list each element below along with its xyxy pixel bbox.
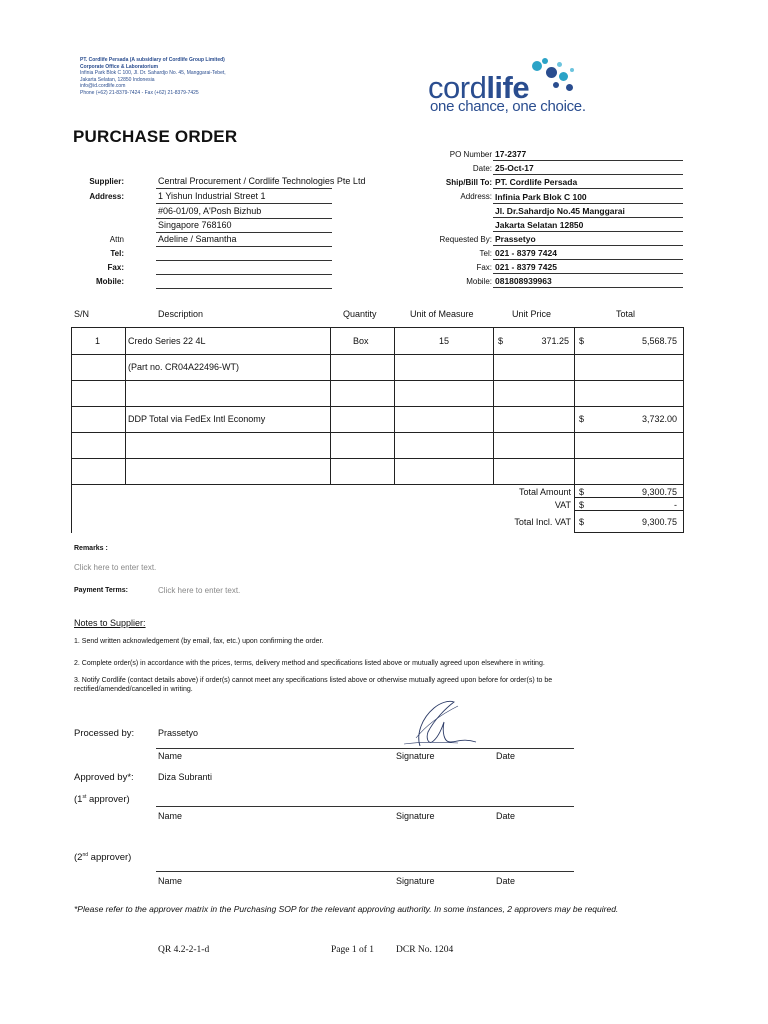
row-total: 5,568.75 <box>641 336 677 346</box>
approver-footnote: *Please refer to the approver matrix in the Purchasing SOP for the relevant approving authority. In some instances, 2 approvers may be required. <box>74 904 619 914</box>
signature-caption: Signature <box>396 876 435 886</box>
logo-dot <box>542 58 548 64</box>
po-number[interactable]: 17-2377 <box>495 149 527 159</box>
logo-wordmark: cordlife <box>428 70 530 105</box>
row-description[interactable]: Credo Series 22 4L <box>128 336 206 346</box>
logo-dot <box>546 67 557 78</box>
po-date[interactable]: 25-Oct-17 <box>495 163 534 173</box>
approved-by-name[interactable]: Diza Subranti <box>158 772 213 782</box>
vat-value: - <box>674 500 677 510</box>
company-office: Corporate Office & Laboratorium <box>80 63 159 70</box>
logo-tagline: one chance, one choice. <box>430 98 586 115</box>
signature-caption: Signature <box>396 751 435 761</box>
supplier-label: Supplier: <box>89 177 124 186</box>
company-name: PT. Cordlife Persada (A subsidiary of Cordlife Group Limited) <box>80 57 225 63</box>
ship-tel[interactable]: 021 - 8379 7424 <box>495 248 557 258</box>
row-unit-price[interactable]: 371.25 <box>541 336 569 346</box>
note-item: rectified/amended/cancelled in writing. <box>74 686 193 693</box>
note-item: 3. Notify Cordlife (contact details above) if order(s) cannot meet any specifications listed above or otherwise mutually agreed upon before for order(s) to be <box>74 677 553 684</box>
payment-terms-label: Payment Terms: <box>74 587 128 594</box>
row-sn: 1 <box>95 336 101 346</box>
logo-dot <box>570 68 574 72</box>
ship-address-label: Address: <box>460 192 492 201</box>
row-price-currency: $ <box>498 336 504 346</box>
company-address-1: Infinia Park Blok C 100, Jl. Dr. Sahardjo No. 45, Manggarai-Tebet, <box>80 70 226 76</box>
row-total-currency: $ <box>579 336 585 346</box>
page-number: Page 1 of 1 <box>331 945 375 955</box>
header-description: Description <box>158 309 204 319</box>
vat-label: VAT <box>554 500 571 510</box>
row-description[interactable]: DDP Total via FedEx Intl Economy <box>128 414 266 424</box>
company-email: info@id.cordlife.com <box>80 83 126 89</box>
date-caption: Date <box>496 811 516 821</box>
ship-mobile-label: Mobile: <box>466 277 492 286</box>
row-quantity[interactable]: Box <box>353 336 369 346</box>
po-date-label: Date: <box>472 164 492 173</box>
supplier-name[interactable]: Central Procurement / Cordlife Technologies Pte Ltd <box>158 176 366 186</box>
header-uom: Unit of Measure <box>410 309 474 319</box>
header-sn: S/N <box>74 309 90 319</box>
dcr-number: DCR No. 1204 <box>396 945 454 955</box>
remarks-field[interactable]: Click here to enter text. <box>74 563 157 572</box>
supplier-tel-label: Tel: <box>110 249 124 258</box>
row-uom[interactable]: 15 <box>439 336 450 346</box>
ship-address-3[interactable]: Jakarta Selatan 12850 <box>495 220 584 230</box>
supplier-address-label: Address: <box>89 192 124 201</box>
name-caption: Name <box>158 811 183 821</box>
processed-by-label: Processed by: <box>74 728 135 739</box>
signature-caption: Signature <box>396 811 435 821</box>
ship-tel-label: Tel: <box>479 249 492 258</box>
total-amount-currency: $ <box>579 487 585 497</box>
form-code: QR 4.2-2-1-d <box>158 945 210 955</box>
logo-dot <box>557 62 562 67</box>
date-caption: Date <box>496 876 516 886</box>
first-approver-label: (1st approver) <box>74 794 130 806</box>
header-quantity: Quantity <box>343 309 377 319</box>
total-amount-label: Total Amount <box>518 487 571 497</box>
ship-to[interactable]: PT. Cordlife Persada <box>495 177 578 187</box>
notes-title: Notes to Supplier: <box>74 618 146 628</box>
requested-by[interactable]: Prassetyo <box>495 234 536 244</box>
name-caption: Name <box>158 876 183 886</box>
row-total-currency: $ <box>579 414 585 424</box>
logo-dot <box>559 72 568 81</box>
supplier-fax-label: Fax: <box>107 263 124 272</box>
total-incl-vat-label: Total Incl. VAT <box>514 517 571 527</box>
note-item: 1. Send written acknowledgement (by email, fax, etc.) upon confirming the order. <box>74 638 324 645</box>
logo-dot <box>553 82 559 88</box>
date-caption: Date <box>496 751 516 761</box>
page-title: PURCHASE ORDER <box>73 127 238 146</box>
supplier-address-3[interactable]: Singapore 768160 <box>158 220 232 230</box>
company-address-2: Jakarta Selatan, 12850 Indonesia <box>80 76 155 83</box>
ship-address-2[interactable]: Jl. Dr.Sahardjo No.45 Manggarai <box>495 206 625 216</box>
supplier-address-1[interactable]: 1 Yishun Industrial Street 1 <box>158 191 266 201</box>
vat-currency: $ <box>579 500 585 510</box>
payment-terms-field[interactable]: Click here to enter text. <box>158 586 241 595</box>
supplier-address-2[interactable]: #06-01/09, A'Posh Bizhub <box>158 206 262 216</box>
company-phone: Phone (+62) 21-8379-7424 - Fax (+62) 21-8379-7425 <box>80 89 199 96</box>
ship-mobile[interactable]: 081808939963 <box>495 276 552 286</box>
total-amount-value: 9,300.75 <box>641 487 677 497</box>
name-caption: Name <box>158 751 183 761</box>
header-unit-price: Unit Price <box>512 309 552 319</box>
second-approver-label: (2nd approver) <box>74 852 132 864</box>
total-incl-vat-currency: $ <box>579 517 585 527</box>
total-incl-vat-value: 9,300.75 <box>641 517 677 527</box>
ship-fax[interactable]: 021 - 8379 7425 <box>495 262 557 272</box>
requested-by-label: Requested By: <box>439 235 492 244</box>
row-total: 3,732.00 <box>641 414 677 424</box>
logo-dot <box>566 84 573 91</box>
processed-by-name[interactable]: Prassetyo <box>158 728 199 738</box>
supplier-mobile-label: Mobile: <box>96 277 124 286</box>
note-item: 2. Complete order(s) in accordance with the prices, terms, delivery method and specifications listed above or mutually agreed upon elsewhere in writing. <box>74 660 545 667</box>
logo-dot <box>532 61 542 71</box>
header-total: Total <box>616 309 636 319</box>
row-description[interactable]: (Part no. CR04A22496-WT) <box>128 362 240 372</box>
ship-to-label: Ship/Bill To: <box>445 178 492 187</box>
supplier-attn-label: Attn <box>109 235 124 244</box>
supplier-attn[interactable]: Adeline / Samantha <box>158 234 237 244</box>
approved-by-label: Approved by*: <box>74 772 134 783</box>
po-number-label: PO Number <box>449 150 492 159</box>
ship-fax-label: Fax: <box>476 263 492 272</box>
remarks-label: Remarks : <box>74 545 108 552</box>
signature-mark <box>398 698 480 750</box>
ship-address-1[interactable]: Infinia Park Blok C 100 <box>495 192 587 202</box>
